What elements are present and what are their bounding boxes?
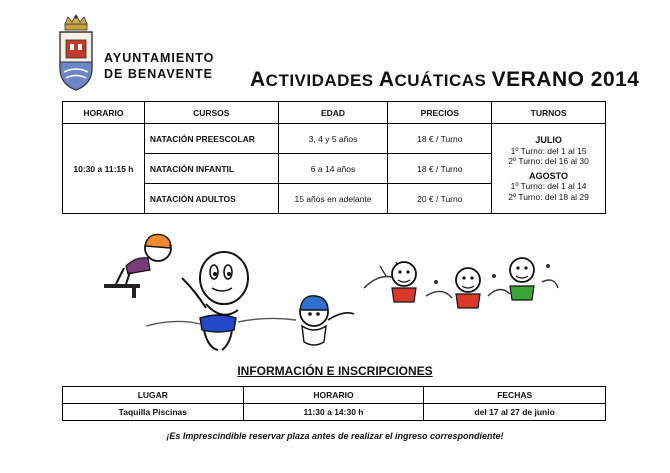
header-turnos: TURNOS [492,102,606,124]
schedule-header-row [63,102,606,124]
fechas-cell: del 17 al 27 de junio [424,404,606,421]
edad-cell: 6 a 14 años [278,154,388,184]
curso-cell: NATACIÓN ADULTOS [144,184,278,214]
lugar-cell: Taquilla Piscinas [63,404,244,421]
table-row [63,124,606,154]
diver-kid-icon [116,234,171,284]
inscriptions-table [62,386,606,421]
title-word-2: CUÁTICAS [394,71,492,90]
schedule-table [62,101,606,214]
page-title [250,68,640,92]
header-edad: EDAD [278,102,388,124]
turnos-cell [492,124,606,214]
header-horario: HORARIO [63,102,145,124]
organization-name [104,50,214,82]
precio-cell: 18 € / Turno [388,154,492,184]
horario-inscripcion-cell: 11:30 a 14:30 h [243,404,424,421]
turno-month-julio: JULIO [535,135,562,145]
turno-julio-1: 1º Turno: del 1 al 15 [510,145,587,156]
turno-agosto-1: 1º Turno: del 1 al 14 [510,181,587,191]
diving-board-icon [104,284,140,298]
horario-cell: 10:30 a 11:15 h [63,124,145,214]
crown-icon [65,15,87,30]
turno-month-agosto: AGOSTO [529,170,569,181]
title-word-3: VERANO 2014 [491,68,640,91]
turno-agosto-2: 2º Turno: del 18 al 29 [508,191,589,202]
reservation-note: ¡Es Imprescindible reservar plaza antes de realizar el ingreso correspondiente! [166,431,504,441]
org-line-1: AYUNTAMIENTO [104,51,215,65]
inscriptions-header-row [63,387,606,404]
header-fechas: FECHAS [424,387,606,404]
precio-cell: 20 € / Turno [388,184,492,214]
title-word-1: CTIVIDADES [265,71,379,90]
swimmers-illustration [96,226,566,356]
header-horario-inscripcion: HORARIO [243,387,424,404]
edad-cell: 3, 4 y 5 años [278,124,388,154]
curso-cell: NATACIÓN INFANTIL [144,154,278,184]
big-swimmer-kid-icon [146,252,296,350]
curso-cell: NATACIÓN PREESCOLAR [144,124,278,154]
header-cursos: CURSOS [144,102,278,124]
turno-julio-2: 2º Turno: del 16 al 30 [508,156,589,166]
info-section-title: INFORMACIÓN E INSCRIPCIONES [237,364,433,378]
header-lugar: LUGAR [63,387,244,404]
precio-cell: 18 € / Turno [388,124,492,154]
town-crest-logo [56,14,96,92]
splashing-kids-group-icon [364,258,558,308]
title-cap-a: A [250,68,266,91]
table-row [63,404,606,421]
edad-cell: 15 años en adelante [278,184,388,214]
header-precios: PRECIOS [388,102,492,124]
title-cap-b: A [378,68,395,91]
org-line-2: DE BENAVENTE [104,67,214,81]
small-kid-blue-cap-icon [300,296,354,345]
